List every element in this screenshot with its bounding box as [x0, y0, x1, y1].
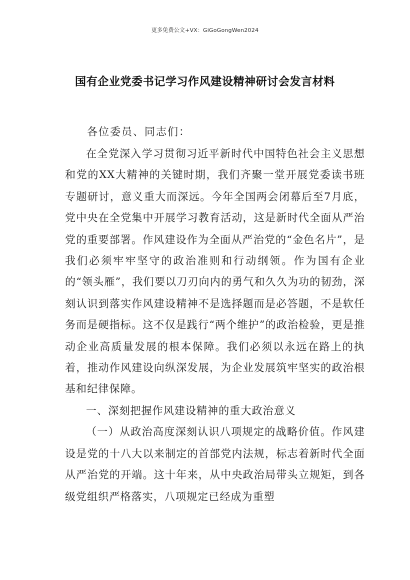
- body-paragraph: 在全党深入学习贯彻习近平新时代中国特色社会主义思想和党的XX大精神的关键时期，我们齐聚一堂开展党委读书班专题研讨，意义重大而深远。今年全国两会闭幕后至7月底，党中央在全党集中开展学习教育活动，这是新时代全面从严治党的重要部署。作风建设作为全面从严治党的“金色名片”，是我们必须牢牢坚守的政治准则和行动纲领。作为国有企业的“领头雁”，我们要以刀刃向内的勇气和久久为功的韧劲，深刻认识到落实作风建设精神不是选择题而是必答题，不是软任务而是硬指标。这不仅是践行“两个维护”的政治检验，更是推动企业高质量发展的根本保障。我们必须以永远在路上的执着，推动作风建设向纵深发展，为企业发展筑牢坚实的政治根基和纪律保障。: [65, 148, 365, 396]
- salutation: 各位委员、同志们：: [87, 126, 191, 138]
- page-title: 国有企业党委书记学习作风建设精神研讨会发言材料: [75, 75, 335, 88]
- body-text: [65, 144, 365, 508]
- body-paragraph: （一）从政治高度深刻认识八项规定的战略价值。作风建设是党的十八大以来制定的首部党内法规，标志着新时代全面从严治党的开端。这十年来，从中央政治局带头立规矩，到各级党组织严格落实，八项规定已经成为重塑: [65, 426, 365, 503]
- header-note: 更多免费公文+VX：GiGoGongWen2024: [151, 28, 259, 34]
- section-heading: 一、深刻把握作风建设精神的重大政治意义: [86, 404, 296, 417]
